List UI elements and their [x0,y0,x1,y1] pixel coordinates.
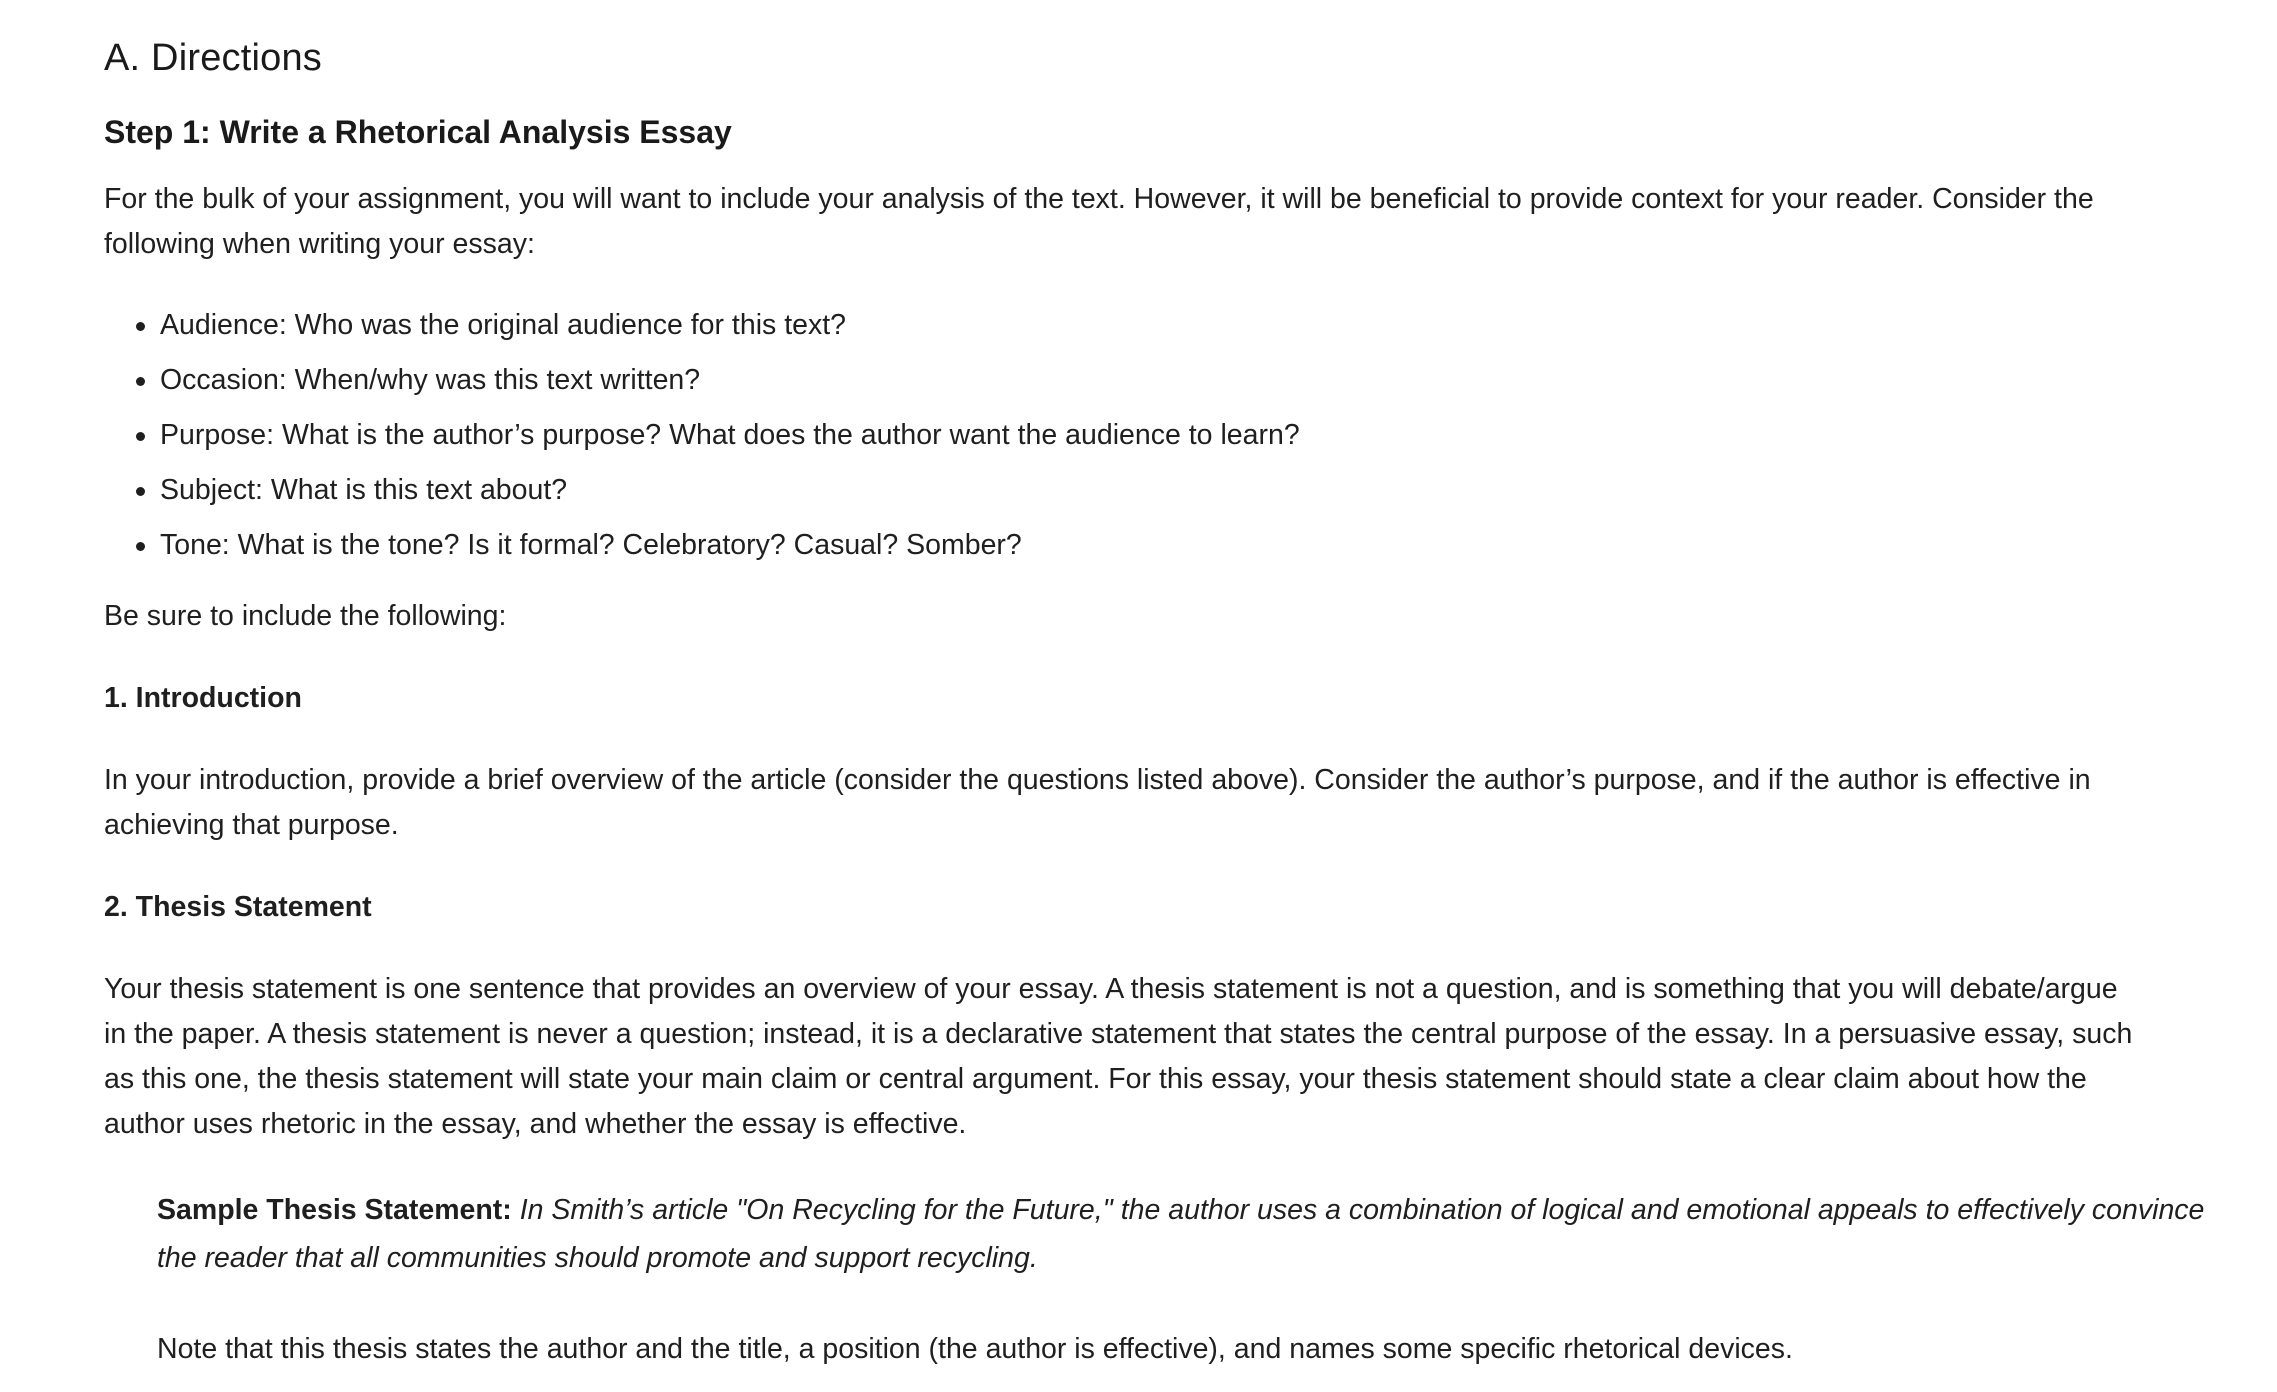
sample-thesis [157,1186,2237,1282]
thesis-body: Your thesis statement is one sentence that provides an overview of your essay. A thesis statement is not a question, and is something that you will debate/argue in the paper. A thesis statement is never a question; instead, it is a declarative statement that states the central purpose of the essay. In a persuasive essay, such as this one, the thesis statement will state your main claim or central argument. For this essay, your thesis statement should state a clear claim about how the author uses rhetoric in the essay, and whether the essay is effective. [104,973,2133,1140]
introduction-title: 1. Introduction [104,682,302,714]
section-heading: A. Directions [104,37,323,79]
sample-thesis-text: In Smith’s article "On Recycling for the Future," the author uses a combination of logical and emotional appeals to effectively convince the reader that all communities should promote and support recycling. [157,1194,2205,1274]
introduction-body: In your introduction, provide a brief overview of the article (consider the questions listed above). Consider the author’s purpose, and if the author is effective in achieving that purpose. [104,764,2091,841]
list-item [132,523,2144,568]
bullet-icon [136,487,145,496]
list-item-text: Audience: Who was the original audience for this text? [160,309,846,341]
intro-paragraph: For the bulk of your assignment, you will want to include your analysis of the text. However, it will be beneficial to provide context for your reader. Consider the following when writing your essay: [104,183,2094,260]
bullet-icon [136,322,145,331]
thesis-note: Note that this thesis states the author and the title, a position (the author is effective), and names some specific rhetorical devices. [157,1333,1793,1365]
list-item [132,358,2144,403]
list-item-text: Tone: What is the tone? Is it formal? Celebratory? Casual? Somber? [160,529,1022,561]
bullet-icon [136,377,145,386]
bullet-icon [136,432,145,441]
list-item [132,468,2144,513]
sample-thesis-label: Sample Thesis Statement: [157,1194,512,1226]
list-item-text: Occasion: When/why was this text written? [160,364,701,396]
step-heading: Step 1: Write a Rhetorical Analysis Essay [104,114,732,150]
considerations-list [104,303,2144,568]
list-item [132,413,2144,458]
list-item-text: Subject: What is this text about? [160,474,568,506]
list-item [132,303,2144,348]
thesis-title: 2. Thesis Statement [104,891,372,923]
list-item-text: Purpose: What is the author’s purpose? What does the author want the audience to learn? [160,419,1300,451]
document-content [104,30,2205,1372]
bullet-icon [136,542,145,551]
be-sure-paragraph: Be sure to include the following: [104,600,507,632]
